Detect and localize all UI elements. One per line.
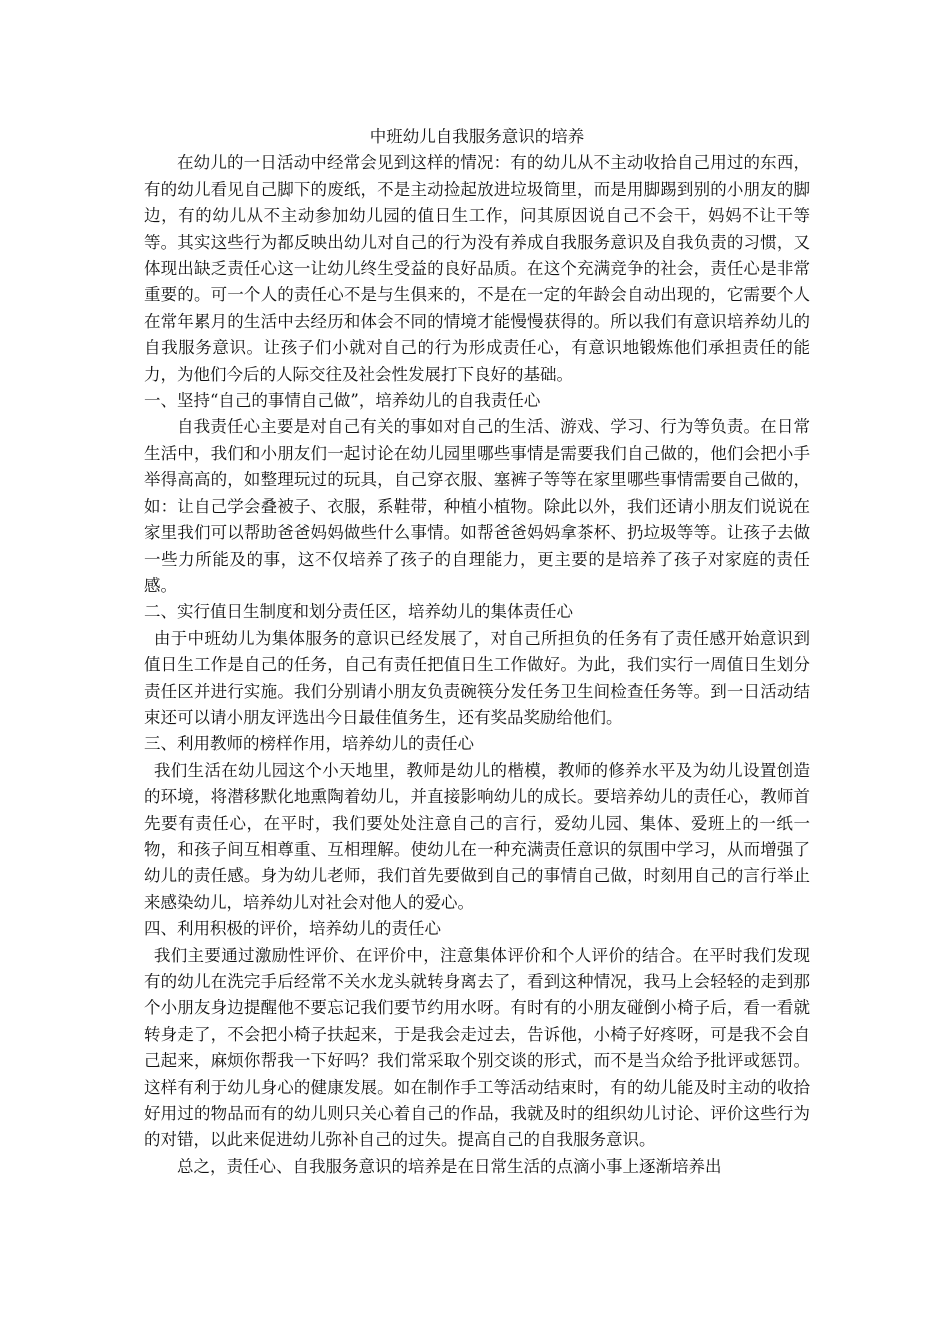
section-body-4: 我们主要通过激励性评价、在评价中，注意集体评价和个人评价的结合。在平时我们发现有的幼儿在洗完手后经常不关水龙头就转身离去了，看到这种情况，我马上会轻轻的走到那个小朋友身边提醒他不要忘记我们要节约用水呀。有时有的小朋友碰倒小椅子后，看一看就转身走了，不会把小椅子扶起来，于是我会走过去，告诉他，小椅子好疼呀，可是我不会自己起来，麻烦你帮我一下好吗？我们常采取个别交谈的形式，而不是当众给予批评或惩罚。这样有利于幼儿身心的健康发展。如在制作手工等活动结束时，有的幼儿能及时主动的收拾好用过的物品而有的幼儿则只关心着自己的作品，我就及时的组织幼儿讨论、评价这些行为的对错，以此来促进幼儿弥补自己的过失。提高自己的自我服务意识。 bbox=[144, 945, 810, 1150]
section-heading-3: 三、利用教师的榜样作用，培养幼儿的责任心 bbox=[144, 734, 474, 754]
section-heading-4: 四、利用积极的评价，培养幼儿的责任心 bbox=[144, 919, 441, 939]
document-title: 中班幼儿自我服务意识的培养 bbox=[369, 127, 585, 146]
conclusion-paragraph: 总之，责任心、自我服务意识的培养是在日常生活的点滴小事上逐渐培养出 bbox=[177, 1156, 722, 1176]
section-body-1: 自我责任心主要是对自己有关的事如对自己的生活、游戏、学习、行为等负责。在日常生活中，我们和小朋友们一起讨论在幼儿园里哪些事情是需要我们自己做的，他们会把小手举得高高的，如整理玩过的玩具，自己穿衣服、塞裤子等等在家里哪些事情需要自己做的，如：让自己学会叠被子、衣服，系鞋带，种植小植物。除此以外，我们还请小朋友们说说在家里我们可以帮助爸爸妈妈做些什么事情。如帮爸爸妈妈拿茶杯、扔垃圾等等。让孩子去做一些力所能及的事，这不仅培养了孩子的自理能力，更主要的是培养了孩子对家庭的责任感。 bbox=[144, 417, 810, 595]
section-heading-1: 一、坚持“自己的事情自己做”，培养幼儿的自我责任心 bbox=[144, 391, 541, 411]
section-body-3: 我们生活在幼儿园这个小天地里，教师是幼儿的楷模，教师的修养水平及为幼儿设置创造的环境，将潜移默化地熏陶着幼儿，并直接影响幼儿的成长。要培养幼儿的责任心，教师首先要有责任心，在平时，我们要处处注意自己的言行，爱幼儿园、集体、爱班上的一纸一物，和孩子间互相尊重、互相理解。使幼儿在一种充满责任意识的氛围中学习，从而增强了幼儿的责任感。身为幼儿老师，我们首先要做到自己的事情自己做，时刻用自己的言行举止来感染幼儿，培养幼儿对社会对他人的爱心。 bbox=[144, 760, 810, 912]
document-body bbox=[144, 124, 810, 1180]
section-heading-2: 二、实行值日生制度和划分责任区，培养幼儿的集体责任心 bbox=[144, 602, 573, 622]
intro-paragraph: 在幼儿的一日活动中经常会见到这样的情况：有的幼儿从不主动收拾自己用过的东西，有的幼儿看见自己脚下的废纸，不是主动捡起放进垃圾筒里，而是用脚踢到别的小朋友的脚边，有的幼儿从不主动参加幼儿园的值日生工作，问其原因说自己不会干，妈妈不让干等等。其实这些行为都反映出幼儿对自己的行为没有养成自我服务意识及自我负责的习惯，又体现出缺乏责任心这一让幼儿终生受益的良好品质。在这个充满竞争的社会，责任心是非常重要的。可一个人的责任心不是与生俱来的，不是在一定的年龄会自动出现的，它需要个人在常年累月的生活中去经历和体会不同的情境才能慢慢获得的。所以我们有意识培养幼儿的自我服务意识。让孩子们小就对自己的行为形成责任心，有意识地锻炼他们承担责任的能力，为他们今后的人际交往及社会性发展打下良好的基础。 bbox=[144, 153, 810, 384]
section-body-2: 由于中班幼儿为集体服务的意识已经发展了，对自己所担负的任务有了责任感开始意识到值日生工作是自己的任务，自己有责任把值日生工作做好。为此，我们实行一周值日生划分责任区并进行实施。我们分别请小朋友负责碗筷分发任务卫生间检查任务等。到一日活动结束还可以请小朋友评选出今日最佳值务生，还有奖品奖励给他们。 bbox=[144, 628, 810, 727]
